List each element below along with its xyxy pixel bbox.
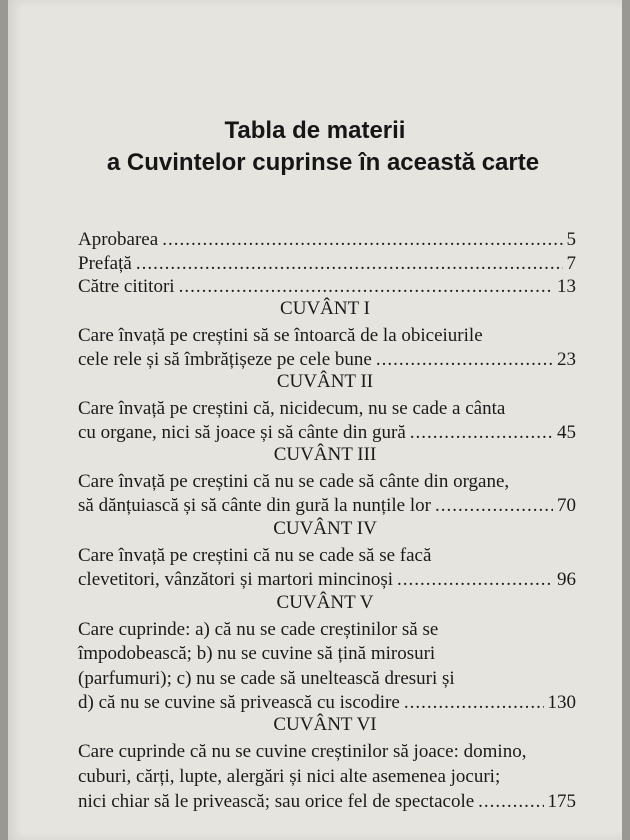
section-description-line: Care cuprinde că nu se cuvine creștinilor să joace: domino, <box>78 741 527 762</box>
entry-page: 45 <box>557 422 576 443</box>
toc-subtitle: a Cuvintelor cuprinse în această carte <box>106 149 540 176</box>
entry-page: 175 <box>547 791 576 812</box>
toc-entry-catre-cititori <box>78 276 576 298</box>
section-description-line: Care cuprinde: a) că nu se cade creștinilor să se <box>78 619 439 640</box>
section-description-line: împodobească; b) nu se cuvine să țină mirosuri <box>78 643 436 664</box>
dot-leader <box>162 229 562 251</box>
section-description-line: (parfumuri); c) nu se cade să uneltească dresuri și <box>78 668 455 689</box>
entry-label: cu organe, nici să joace și să cânte din gură <box>78 422 406 443</box>
toc-title: Tabla de materii <box>224 117 406 144</box>
toc-entry-cuvant-3 <box>78 495 576 517</box>
section-description-line: Care învață pe creștini că, nicidecum, nu se cade a cânta <box>78 398 506 419</box>
dot-leader <box>410 422 553 444</box>
entry-label: Prefață <box>78 253 132 274</box>
entry-page: 70 <box>557 495 576 516</box>
entry-label: cele rele și să îmbrățișeze pe cele bune <box>78 349 372 370</box>
toc-entry-cuvant-6 <box>78 791 576 813</box>
dot-leader <box>404 692 544 714</box>
dot-leader <box>136 253 563 275</box>
dot-leader <box>376 349 553 371</box>
toc-entry-aprobarea <box>78 229 576 251</box>
entry-page: 5 <box>566 229 576 250</box>
entry-page: 96 <box>557 569 576 590</box>
entry-page: 7 <box>566 253 576 274</box>
section-heading: CUVÂNT V <box>276 592 374 613</box>
toc-entry-prefata <box>78 253 576 275</box>
dot-leader <box>397 569 553 591</box>
entry-page: 130 <box>547 692 576 713</box>
toc-entry-cuvant-5 <box>78 692 576 714</box>
entry-page: 23 <box>557 349 576 370</box>
section-description-line: cuburi, cărți, lupte, alergări și nici alte asemenea jocuri; <box>78 766 501 787</box>
section-heading: CUVÂNT II <box>276 371 374 392</box>
section-heading: CUVÂNT VI <box>273 714 377 735</box>
section-description-line: Care învață pe creștini să se întoarcă de la obiceiurile <box>78 325 483 346</box>
dot-leader <box>179 276 553 298</box>
section-heading: CUVÂNT I <box>280 298 370 319</box>
section-heading: CUVÂNT IV <box>273 518 377 539</box>
entry-label: nici chiar să le privească; sau orice fel de spectacole <box>78 791 475 812</box>
dot-leader <box>478 791 543 813</box>
dot-leader <box>435 495 553 517</box>
toc-entry-cuvant-4 <box>78 569 576 591</box>
entry-label: d) că nu se cuvine să privească cu iscodire <box>78 692 400 713</box>
section-description-line: Care învață pe creștini că nu se cade să se facă <box>78 545 432 566</box>
toc-entry-cuvant-1 <box>78 349 576 371</box>
entry-label: clevetitori, vânzători și martori mincinoși <box>78 569 393 590</box>
entry-label: Aprobarea <box>78 229 159 250</box>
entry-label: Către cititori <box>78 276 175 297</box>
entry-label: să dănțuiască și să cânte din gură la nunțile lor <box>78 495 431 516</box>
section-description-line: Care învață pe creștini că nu se cade să cânte din organe, <box>78 471 510 492</box>
toc-entry-cuvant-2 <box>78 422 576 444</box>
entry-page: 13 <box>557 276 576 297</box>
section-heading: CUVÂNT III <box>273 444 377 465</box>
